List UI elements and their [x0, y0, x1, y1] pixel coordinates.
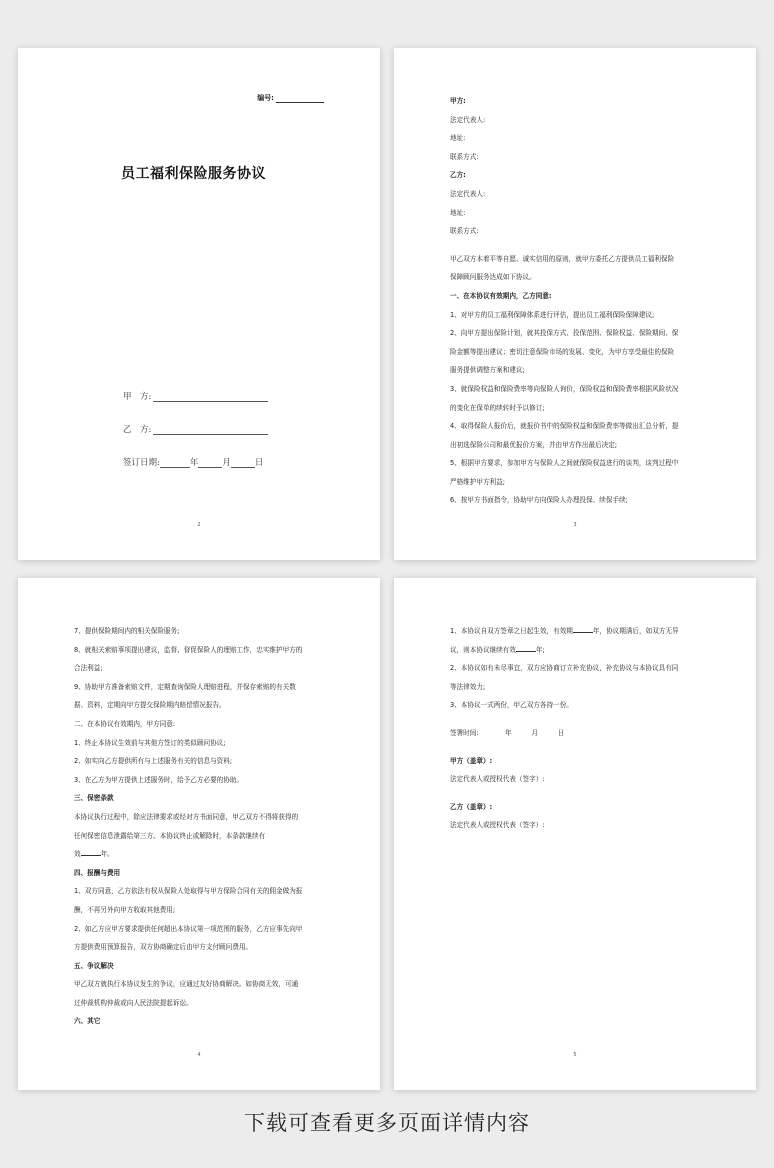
text-line: 保障顾问服务达成如下协议。 — [450, 273, 536, 282]
text-line: 1、双方同意，乙方依法有权从保险人处取得与甲方保险合同有关的佣金做为报 — [74, 887, 303, 896]
page-number: 2 — [197, 522, 201, 528]
text-line: 服务提供调整方案和建议; — [450, 366, 525, 375]
text-line: 1、对甲方的员工福利保障体系进行评估，提出员工福利保险保障建议; — [450, 310, 655, 319]
text-line: 合法利益; — [74, 664, 103, 673]
year-label: 年 — [189, 458, 199, 468]
text-segment: 年; — [535, 645, 545, 654]
party-b-label: 乙 方: — [123, 425, 152, 435]
month-label: 月 — [222, 458, 231, 468]
text-segment: 年，协议期满后，如双方无异 — [592, 627, 679, 635]
party-b-blank — [153, 434, 268, 435]
document-title: 员工福利保险服务协议 — [121, 166, 266, 182]
document-page-4 — [394, 578, 756, 1090]
serial-number-blank — [276, 102, 324, 103]
text-line: 2、本协议如有未尽事宜，双方应协商订立补充协议，补充协议与本协议具有同 — [450, 664, 679, 673]
text-line — [74, 845, 324, 864]
text-line: 2、如实向乙方提供所有与上述服务有关的信息与资料; — [74, 757, 233, 766]
text-line: 6、按甲方书面指令，协助甲方向保险人办理投保、续保手续; — [450, 496, 628, 505]
text-line: 3、在乙方为甲方提供上述服务时，给予乙方必要的协助。 — [74, 775, 244, 784]
text-segment: 议，则本协议继续有效 — [450, 645, 516, 654]
text-line: 签署时间: 年 月 日 — [450, 728, 565, 737]
page-number: 4 — [197, 1052, 201, 1058]
day-label: 日 — [254, 458, 264, 468]
text-line: 甲方（盖章）: — [450, 756, 493, 765]
party-a-row — [123, 390, 268, 402]
text-segment: 1、本协议自双方签章之日起生效，有效期 — [450, 627, 573, 635]
text-line: 险金额等提出建议；密切注意保险市场的发展、变化，为甲方享受最佳的保险 — [450, 347, 675, 356]
text-line: 地址: — [450, 134, 466, 143]
text-line: 法定代表人或授权代表（签字）: — [450, 775, 545, 784]
document-page-3 — [18, 578, 380, 1090]
fill-in-blank — [516, 651, 536, 652]
party-a-blank — [153, 401, 268, 402]
serial-number-field — [257, 93, 324, 103]
sign-date-row — [123, 456, 263, 468]
text-line: 二、在本协议有效期内，甲方同意: — [74, 719, 176, 728]
text-line: 严格维护甲方利益; — [450, 477, 505, 486]
text-line: 2、向甲方提出保险计划，就其投保方式、投保范围、保险权益、保险期间、保 — [450, 329, 679, 338]
text-line: 方提供费用预算报告，双方协商确定后由甲方支付顾问费用。 — [74, 943, 253, 952]
text-line: 法定代表人: — [450, 115, 486, 124]
text-line — [450, 641, 700, 660]
text-line: 四、报酬与费用 — [74, 868, 121, 877]
page-body — [74, 622, 324, 1031]
party-b-row — [123, 423, 268, 435]
text-line: 五、争议解决 — [74, 961, 114, 970]
text-line: 3、本协议一式两份，甲乙双方各持一份。 — [450, 701, 573, 710]
download-caption: 下载可查看更多页面详情内容 — [244, 1111, 530, 1135]
text-line: 4、取得保险人报价后，就报价书中的保险权益和保险费率等做出汇总分析，提 — [450, 422, 679, 431]
text-line: 乙方: — [450, 171, 466, 180]
text-segment: 效 — [74, 850, 81, 859]
text-line: 9、协助甲方准备索赔文件，定期查询保险人理赔进程，并保存索赔的有关数 — [74, 682, 296, 691]
text-line: 三、保密条款 — [74, 794, 114, 803]
text-line: 5、根据甲方要求，参加甲方与保险人之间就保险权益进行的谈判，谈判过程中 — [450, 459, 679, 468]
text-line: 一、在本协议有效期内，乙方同意: — [450, 291, 552, 300]
text-line: 甲方: — [450, 97, 466, 105]
paragraph-gap — [450, 789, 700, 798]
text-line: 过仲裁机构仲裁或向人民法院提起诉讼。 — [74, 998, 193, 1007]
text-line: 联系方式: — [450, 227, 479, 236]
text-line: 任何保密信息泄露给第三方。本协议终止或解除时，本条款继续有 — [74, 831, 266, 840]
text-line: 法定代表人: — [450, 189, 486, 198]
text-line: 出初选保险公司和最优报价方案，并由甲方作出最后决定; — [450, 440, 618, 449]
sign-date-label: 签订日期: — [123, 458, 160, 468]
text-line: 8、就相关索赔事项提出建议，监督、督促保险人的理赔工作，忠实维护甲方的 — [74, 645, 303, 654]
text-line: 联系方式: — [450, 152, 479, 161]
fill-in-blank — [573, 632, 593, 633]
text-line: 等法律效力; — [450, 682, 486, 691]
text-line: 甲乙双方本着平等自愿、诚实信用的原则，就甲方委托乙方提供员工福利保险 — [450, 254, 675, 263]
text-line: 地址: — [450, 208, 466, 217]
page-body — [450, 622, 700, 835]
text-line: 甲乙双方就执行本协议发生的争议，应通过友好协商解决。如协商无效，可通 — [74, 980, 299, 989]
party-a-label: 甲 方: — [123, 392, 152, 402]
text-line: 3、就保险权益和保险费率等向保险人询价，保险权益和保险费率根据风险状况 — [450, 384, 679, 393]
month-blank — [198, 467, 222, 468]
year-blank — [160, 467, 190, 468]
document-page-2 — [394, 48, 756, 560]
fill-in-blank — [81, 855, 101, 856]
paragraph-gap — [450, 743, 700, 752]
text-line — [450, 622, 700, 641]
text-line: 法定代表人或授权代表（签字）: — [450, 821, 545, 830]
page-number: 5 — [573, 1052, 577, 1058]
text-line: 据、资料，定期向甲方提交保险期内赔偿情况报告。 — [74, 701, 226, 710]
text-line: 六、其它 — [74, 1017, 101, 1026]
text-line: 的变化在保单的续转时予以修订; — [450, 403, 545, 412]
text-line: 乙方（盖章）: — [450, 802, 493, 811]
page-body — [450, 92, 700, 510]
document-page-cover — [18, 48, 380, 560]
text-segment: 年。 — [100, 850, 114, 859]
text-line: 2、如乙方应甲方要求提供任何超出本协议第一项范围的服务，乙方应事先向甲 — [74, 924, 303, 933]
day-blank — [231, 467, 255, 468]
text-line: 7、提供保险期间内的相关保险服务; — [74, 627, 180, 635]
text-line: 1、终止本协议生效前与其他方签订的类似顾问协议; — [74, 738, 226, 747]
text-line: 本协议执行过程中，除应法律要求或经对方书面同意，甲乙双方不得将获得的 — [74, 812, 299, 821]
paragraph-gap — [450, 241, 700, 250]
serial-number-label: 编号: — [257, 94, 274, 102]
paragraph-gap — [450, 715, 700, 724]
page-number: 3 — [573, 522, 577, 528]
text-line: 酬，不再另外向甲方收取其他费用; — [74, 905, 176, 914]
